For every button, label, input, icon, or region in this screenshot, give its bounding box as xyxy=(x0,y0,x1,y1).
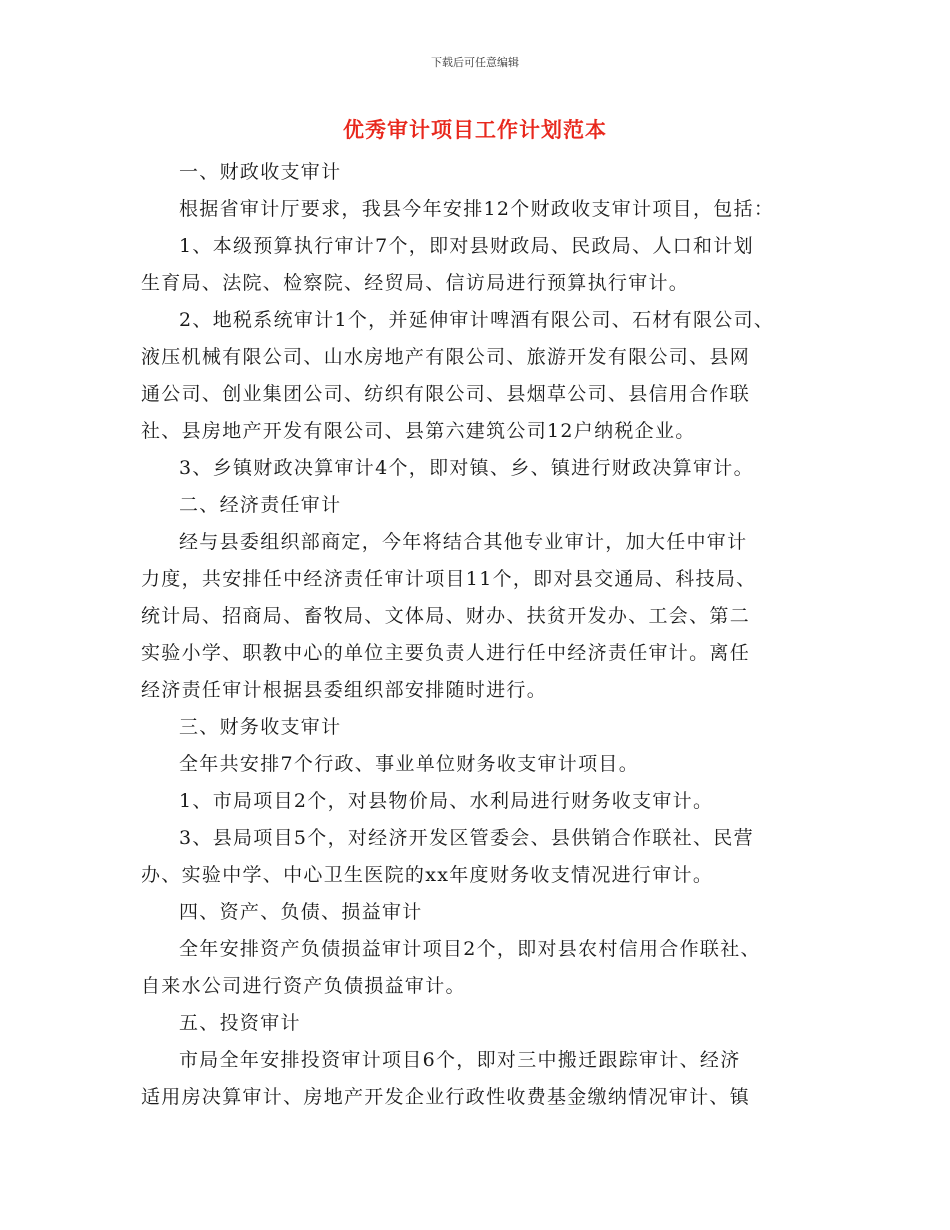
paragraph-line: 1、市局项目2个，对县物价局、水利局进行财务收支审计。 xyxy=(179,790,714,812)
paragraph-line: 通公司、创业集团公司、纺织有限公司、县烟草公司、县信用合作联 xyxy=(141,383,751,405)
paragraph-line: 适用房决算审计、房地产开发企业行政性收费基金缴纳情况审计、镇 xyxy=(141,1086,751,1108)
paragraph xyxy=(141,191,811,228)
paragraph-line: 自来水公司进行资产负债损益审计。 xyxy=(141,975,466,997)
paragraph xyxy=(141,783,811,820)
paragraph-line: 经与县委组织部商定，今年将结合其他专业审计，加大任中审计 xyxy=(179,531,748,553)
paragraph-line: 根据省审计厅要求，我县今年安排12个财政收支审计项目，包括： xyxy=(179,198,775,220)
document-body xyxy=(141,154,811,1116)
paragraph-line: 经济责任审计根据县委组织部安排随时进行。 xyxy=(141,679,548,701)
paragraph-line: 3、乡镇财政决算审计4个，即对镇、乡、镇进行财政决算审计。 xyxy=(179,457,754,479)
paragraph-line: 三、财务收支审计 xyxy=(179,716,342,738)
paragraph xyxy=(141,154,811,191)
paragraph-line: 一、财政收支审计 xyxy=(179,161,342,183)
paragraph xyxy=(141,1042,811,1116)
paragraph-line: 市局全年安排投资审计项目6个，即对三中搬迁跟踪审计、经济 xyxy=(179,1049,741,1071)
paragraph xyxy=(141,228,811,302)
paragraph xyxy=(141,1005,811,1042)
paragraph-line: 全年共安排7个行政、事业单位财务收支审计项目。 xyxy=(179,753,639,775)
paragraph xyxy=(141,709,811,746)
paragraph-line: 实验小学、职教中心的单位主要负责人进行任中经济责任审计。离任 xyxy=(141,642,751,664)
paragraph xyxy=(141,450,811,487)
paragraph-line: 统计局、招商局、畜牧局、文体局、财办、扶贫开发办、工会、第二 xyxy=(141,605,751,627)
paragraph-line: 五、投资审计 xyxy=(179,1012,301,1034)
paragraph-line: 全年安排资产负债损益审计项目2个，即对县农村信用合作联社、 xyxy=(179,938,761,960)
paragraph-line: 1、本级预算执行审计7个，即对县财政局、民政局、人口和计划 xyxy=(179,235,754,257)
paragraph-line: 四、资产、负债、损益审计 xyxy=(179,901,423,923)
paragraph xyxy=(141,487,811,524)
paragraph xyxy=(141,302,811,450)
paragraph-line: 生育局、法院、检察院、经贸局、信访局进行预算执行审计。 xyxy=(141,272,690,294)
paragraph xyxy=(141,746,811,783)
paragraph xyxy=(141,931,811,1005)
paragraph-line: 液压机械有限公司、山水房地产有限公司、旅游开发有限公司、县网 xyxy=(141,346,751,368)
paragraph-line: 办、实验中学、中心卫生医院的xx年度财务收支情况进行审计。 xyxy=(141,864,714,886)
paragraph xyxy=(141,820,811,894)
paragraph xyxy=(141,524,811,709)
header-note: 下载后可任意编辑 xyxy=(431,56,519,69)
paragraph xyxy=(141,894,811,931)
document-title: 优秀审计项目工作计划范本 xyxy=(343,117,607,142)
paragraph-line: 力度，共安排任中经济责任审计项目11个，即对县交通局、科技局、 xyxy=(141,568,757,590)
paragraph-line: 社、县房地产开发有限公司、县第六建筑公司12户纳税企业。 xyxy=(141,420,696,442)
paragraph-line: 2、地税系统审计1个，并延伸审计啤酒有限公司、石材有限公司、 xyxy=(179,309,775,331)
paragraph-line: 3、县局项目5个，对经济开发区管委会、县供销合作联社、民营 xyxy=(179,827,754,849)
paragraph-line: 二、经济责任审计 xyxy=(179,494,342,516)
